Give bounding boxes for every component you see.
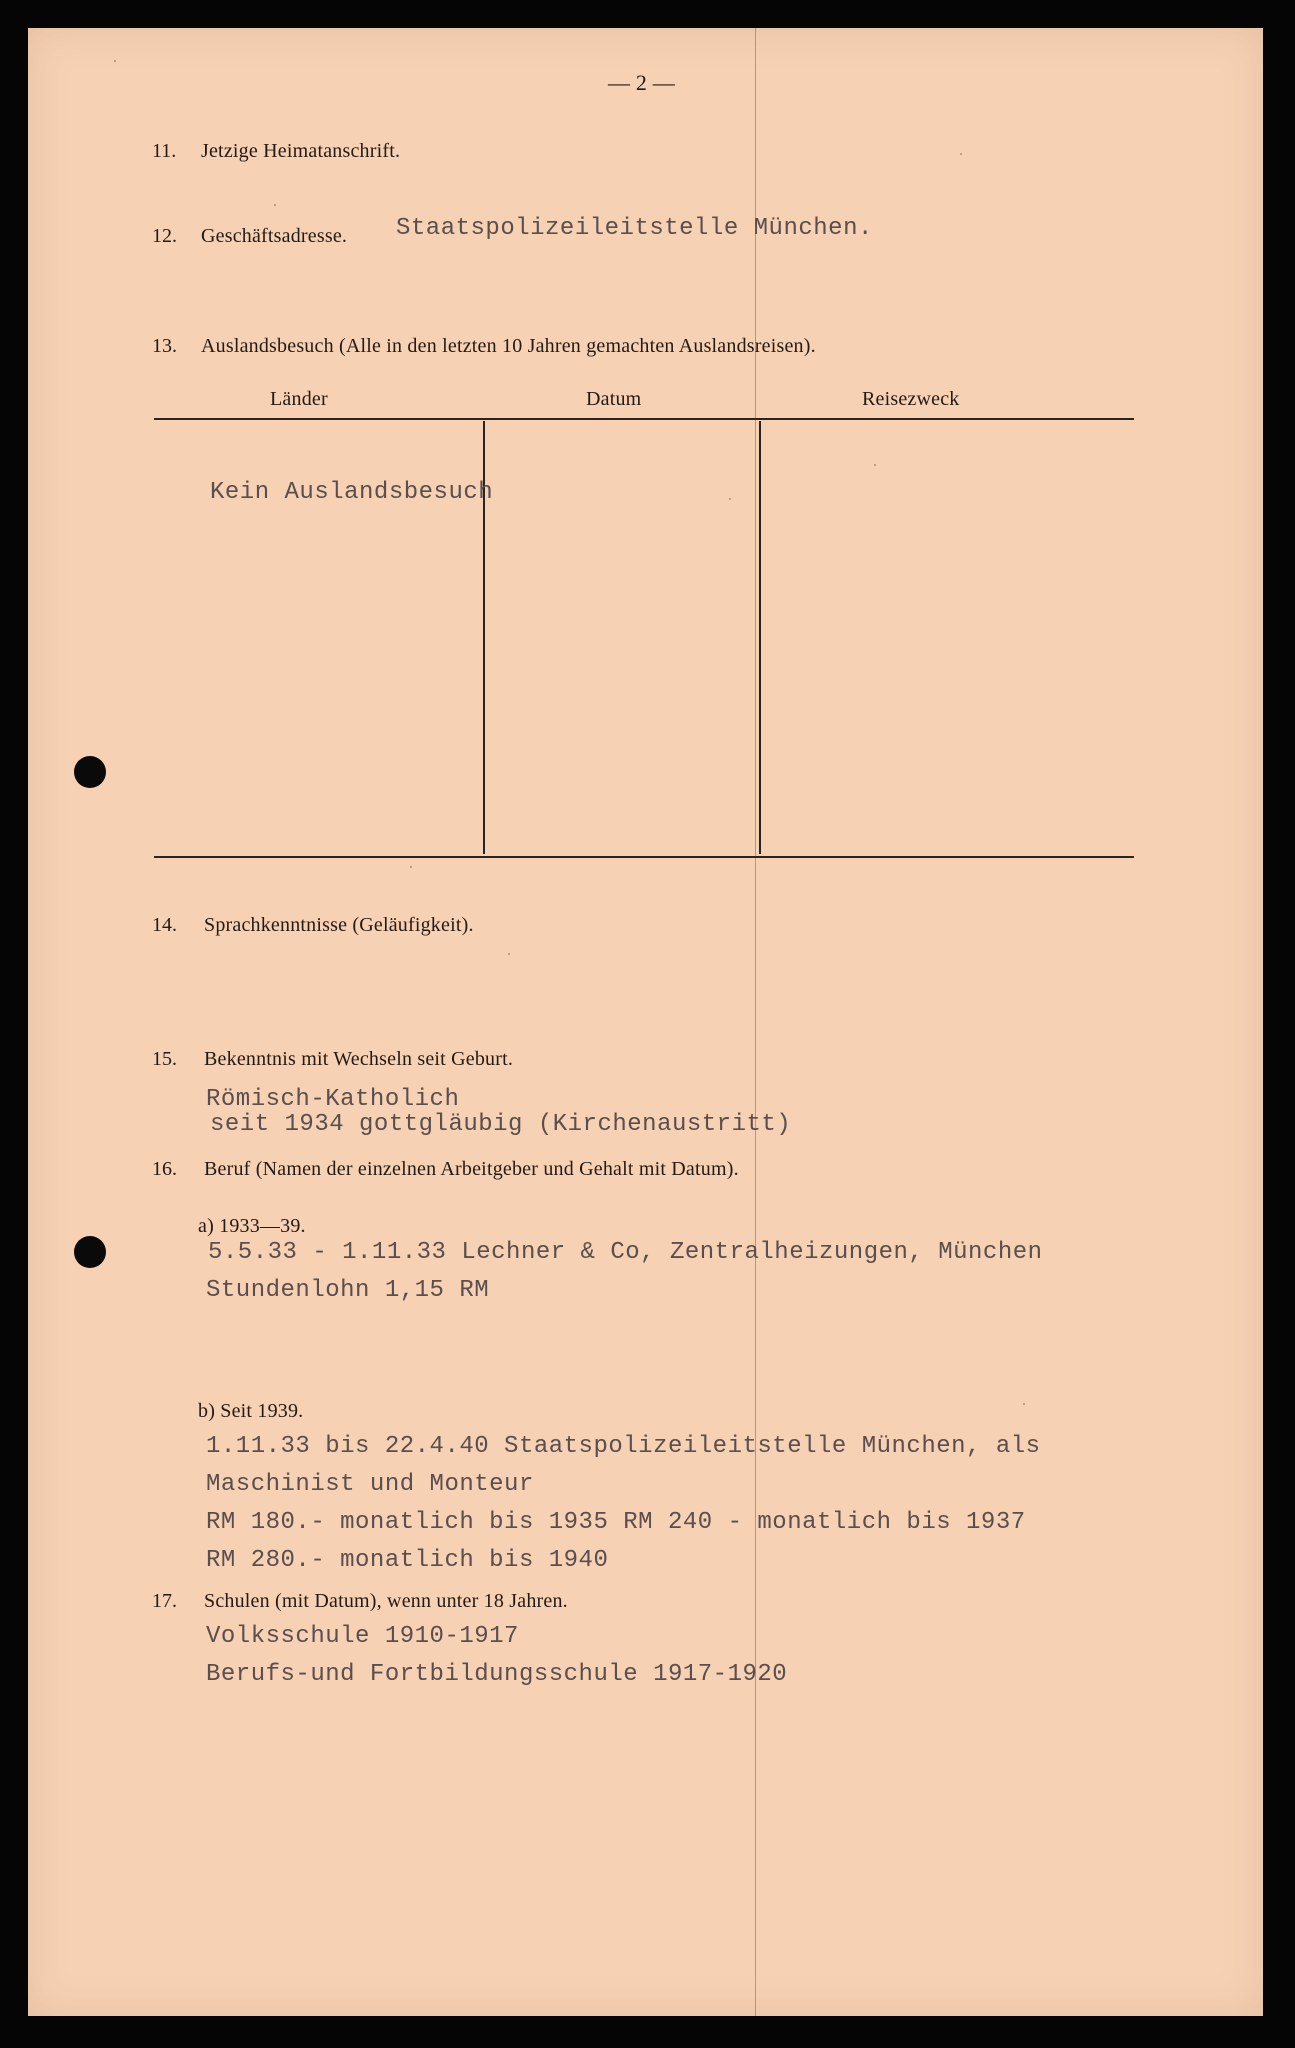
item-17-label: Schulen (mit Datum), wenn unter 18 Jahren.: [204, 1590, 568, 1612]
employment-b-line-4: RM 280.- monatlich bis 1940: [206, 1547, 609, 1574]
schooling-line-2: Berufs-und Fortbildungsschule 1917-1920: [206, 1661, 788, 1688]
paper-speck: [274, 204, 276, 206]
item-13-number: 13.: [152, 335, 177, 357]
item-15-number: 15.: [152, 1048, 177, 1070]
column-header-purpose: Reisezweck: [862, 388, 960, 410]
paper-speck: [114, 60, 116, 62]
religion-line-1: Römisch-Katholich: [206, 1086, 460, 1113]
table-divider-right: [759, 421, 761, 854]
paper-speck: [960, 153, 962, 155]
foreign-travel-entry: Kein Auslandsbesuch: [210, 479, 494, 506]
punch-hole-upper: [74, 756, 106, 788]
item-16b-label: b) Seit 1939.: [198, 1400, 304, 1422]
item-15-label: Bekenntnis mit Wechseln seit Geburt.: [204, 1048, 514, 1070]
employment-a-line-2: Stundenlohn 1,15 RM: [206, 1277, 490, 1304]
paper-speck: [508, 953, 510, 955]
employment-b-line-3: RM 180.- monatlich bis 1935 RM 240 - monatlich bis 1937: [206, 1509, 1026, 1536]
employment-b-line-2: Maschinist und Monteur: [206, 1471, 534, 1498]
table-top-rule: [154, 418, 1134, 420]
item-11-label: Jetzige Heimatanschrift.: [201, 140, 401, 162]
item-16-label: Beruf (Namen der einzelnen Arbeitgeber und Gehalt mit Datum).: [204, 1158, 739, 1180]
item-16-number: 16.: [152, 1158, 177, 1180]
item-13-label: Auslandsbesuch (Alle in den letzten 10 Jahren gemachten Auslandsreisen).: [201, 335, 816, 357]
fold-line: [755, 28, 756, 2016]
paper-sheet: [28, 28, 1263, 2016]
item-14-number: 14.: [152, 914, 177, 936]
business-address-value: Staatspolizeileitstelle München.: [396, 215, 873, 242]
item-12-label: Geschäftsadresse.: [201, 225, 348, 247]
paper-speck: [1023, 1403, 1025, 1405]
paper-speck: [410, 866, 412, 868]
employment-a-line-1: 5.5.33 - 1.11.33 Lechner & Co, Zentralheizungen, München: [208, 1239, 1043, 1266]
column-header-date: Datum: [586, 388, 642, 410]
paper-speck: [729, 498, 731, 500]
punch-hole-lower: [74, 1236, 106, 1268]
paper-speck: [874, 464, 876, 466]
column-header-countries: Länder: [270, 388, 328, 410]
page-number: — 2 —: [608, 70, 675, 95]
religion-line-2: seit 1934 gottgläubig (Kirchenaustritt): [210, 1111, 792, 1138]
item-11-number: 11.: [152, 140, 177, 162]
item-17-number: 17.: [152, 1590, 177, 1612]
item-14-label: Sprachkenntnisse (Geläufigkeit).: [204, 914, 474, 936]
item-16a-label: a) 1933—39.: [198, 1215, 306, 1237]
item-12-number: 12.: [152, 225, 177, 247]
table-bottom-rule: [154, 856, 1134, 858]
schooling-line-1: Volksschule 1910-1917: [206, 1623, 519, 1650]
employment-b-line-1: 1.11.33 bis 22.4.40 Staatspolizeileitstelle München, als: [206, 1433, 1041, 1460]
